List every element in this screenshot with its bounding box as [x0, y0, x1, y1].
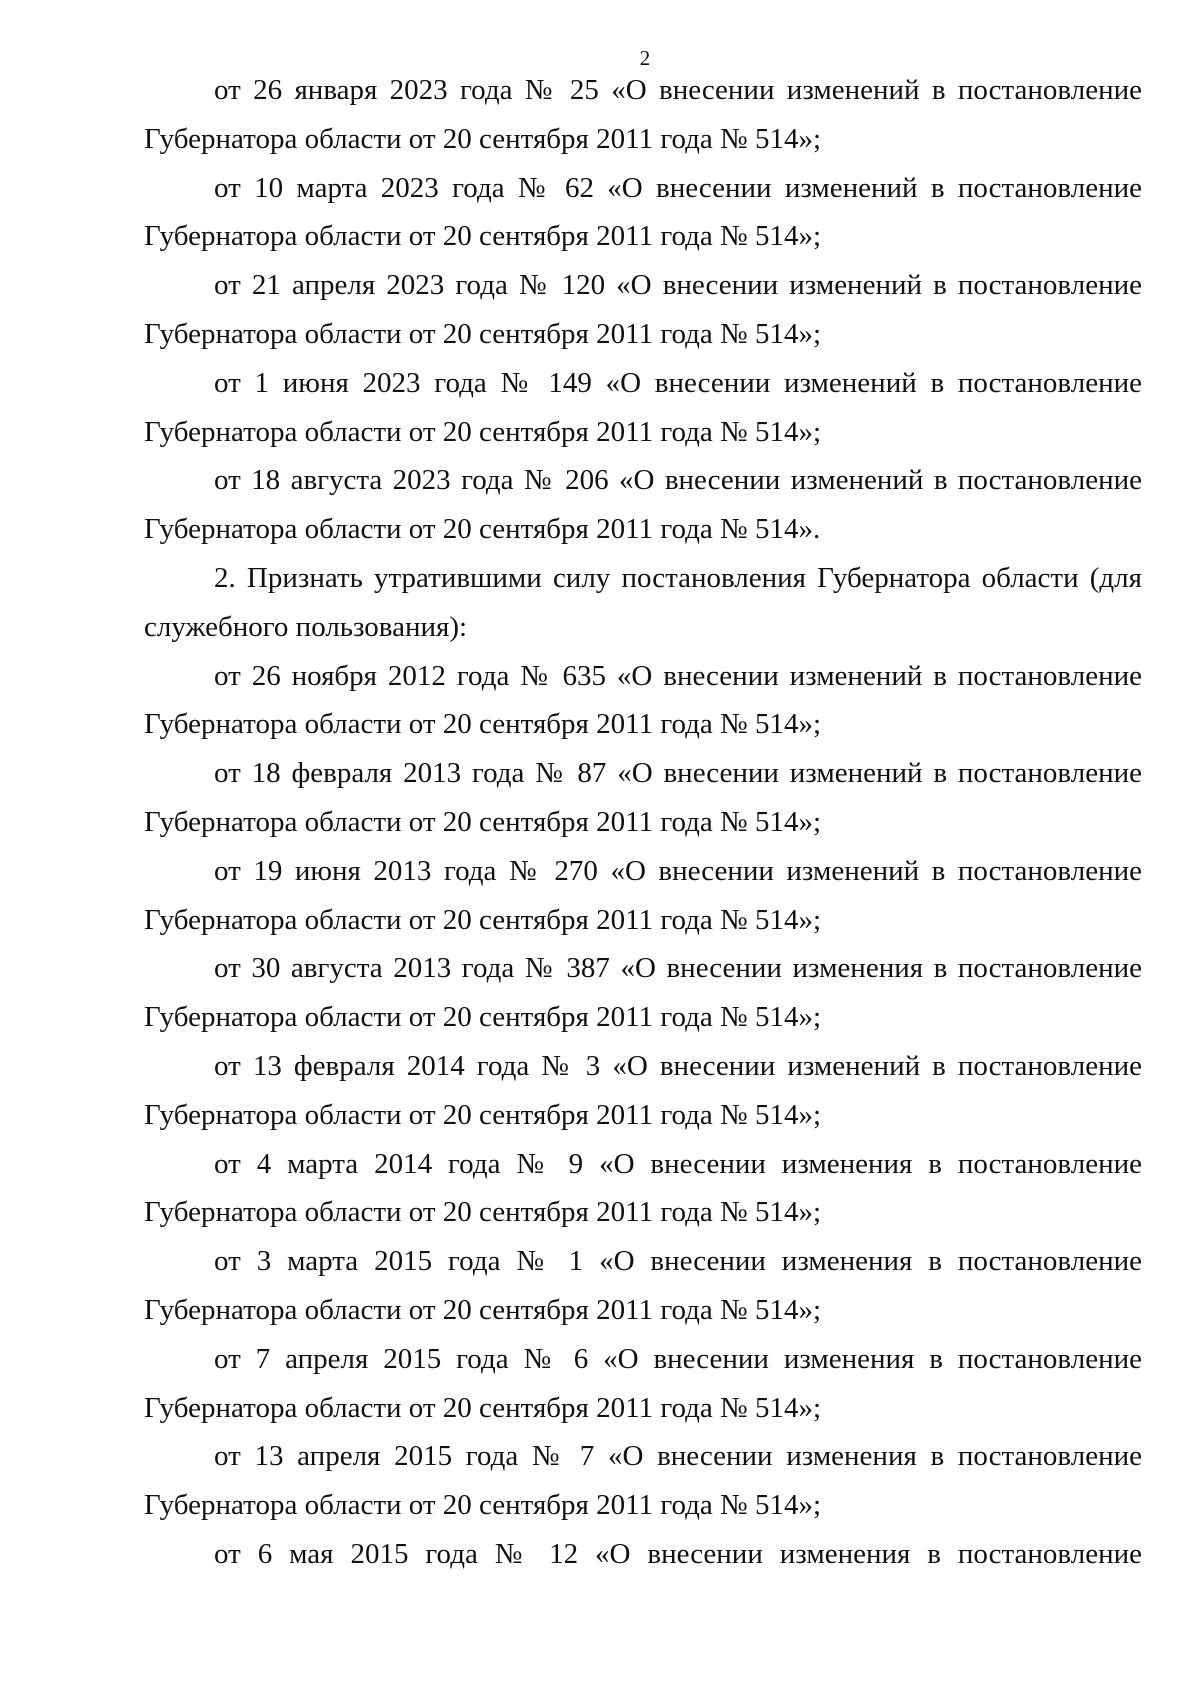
text-line: от 18 августа 2023 года № 206 «О внесении изменений в постановление	[214, 464, 1142, 497]
text-line: от 26 января 2023 года № 25 «О внесении изменений в постановление	[214, 74, 1142, 106]
text-line: от 18 февраля 2013 года № 87 «О внесении изменений в постановление	[214, 757, 1142, 790]
text-line: Губернатора области от 20 сентября 2011 года № 514»;	[144, 1489, 822, 1522]
text-line: от 13 апреля 2015 года № 7 «О внесении изменения в постановление	[214, 1440, 1142, 1473]
text-line: Губернатора области от 20 сентября 2011 года № 514».	[144, 513, 821, 546]
text-line: от 10 марта 2023 года № 62 «О внесении изменений в постановление	[214, 171, 1142, 204]
text-line: 2. Признать утратившими силу постановления Губернатора области (для	[214, 561, 1142, 594]
text-line: от 13 февраля 2014 года № 3 «О внесении изменений в постановление	[214, 1049, 1142, 1082]
text-line: от 21 апреля 2023 года № 120 «О внесении изменений в постановление	[214, 269, 1142, 302]
text-line: Губернатора области от 20 сентября 2011 года № 514»;	[144, 415, 822, 448]
text-line: от 3 марта 2015 года № 1 «О внесении изменения в постановление	[214, 1245, 1142, 1278]
text-line: Губернатора области от 20 сентября 2011 года № 514»;	[144, 220, 822, 253]
text-line: Губернатора области от 20 сентября 2011 года № 514»;	[144, 903, 822, 936]
text-line: от 19 июня 2013 года № 270 «О внесении изменений в постановление	[214, 854, 1142, 887]
text-line: Губернатора области от 20 сентября 2011 года № 514»;	[144, 1098, 822, 1131]
text-line: Губернатора области от 20 сентября 2011 года № 514»;	[144, 1001, 822, 1034]
page-number: 2	[639, 46, 651, 70]
document-body	[144, 66, 1142, 1579]
text-line: от 26 ноября 2012 года № 635 «О внесении изменений в постановление	[214, 659, 1142, 692]
text-line: Губернатора области от 20 сентября 2011 года № 514»;	[144, 708, 822, 741]
text-line: служебного пользования):	[144, 610, 468, 643]
text-line: от 30 августа 2013 года № 387 «О внесении изменения в постановление	[214, 952, 1142, 985]
text-line: Губернатора области от 20 сентября 2011 года № 514»;	[144, 1196, 822, 1229]
text-line: Губернатора области от 20 сентября 2011 года № 514»;	[144, 1293, 822, 1326]
text-line: Губернатора области от 20 сентября 2011 года № 514»;	[144, 1391, 822, 1424]
text-line: от 7 апреля 2015 года № 6 «О внесении изменения в постановление	[214, 1342, 1142, 1375]
text-line: от 4 марта 2014 года № 9 «О внесении изменения в постановление	[214, 1147, 1142, 1180]
text-line: от 1 июня 2023 года № 149 «О внесении изменений в постановление	[214, 366, 1142, 399]
text-line: Губернатора области от 20 сентября 2011 года № 514»;	[144, 805, 822, 838]
text-line: от 6 мая 2015 года № 12 «О внесении изменения в постановление	[214, 1537, 1142, 1570]
text-line: Губернатора области от 20 сентября 2011 года № 514»;	[144, 122, 822, 155]
text-line: Губернатора области от 20 сентября 2011 года № 514»;	[144, 317, 822, 350]
